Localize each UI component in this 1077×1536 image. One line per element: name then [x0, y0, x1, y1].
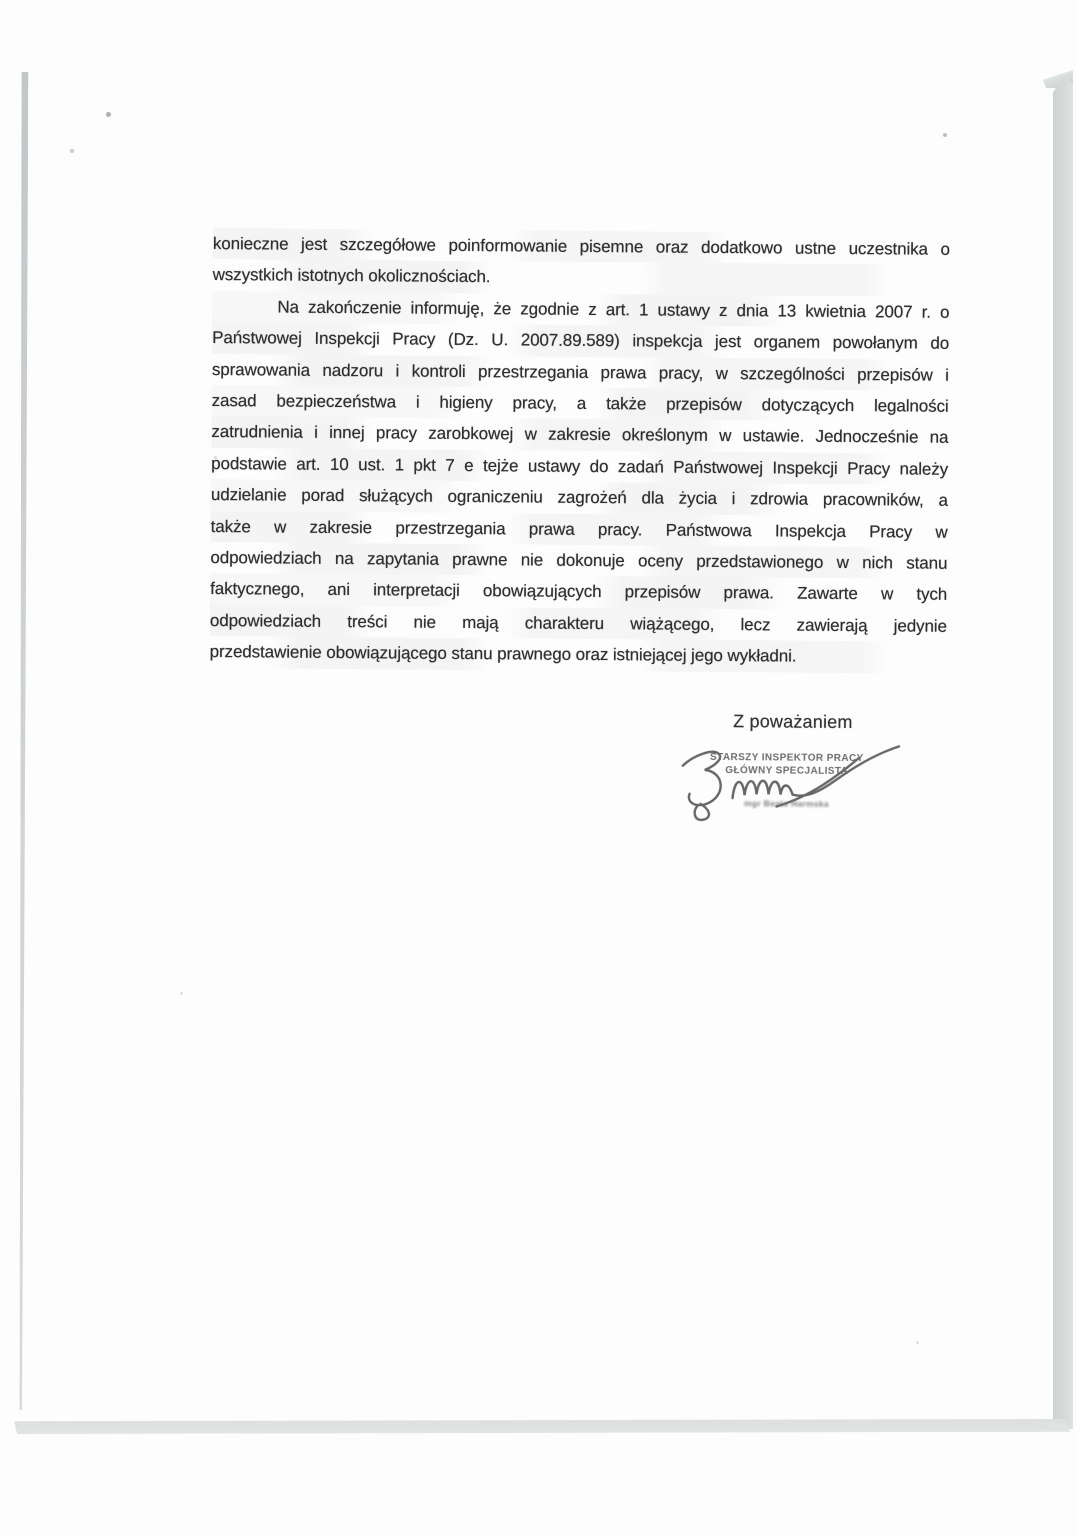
dust-speck	[70, 149, 74, 153]
scan-edge-left	[18, 72, 29, 1410]
text-line: udzielanie porad służących ograniczeniu zagrożeń dla życia i zdrowia pracowników, a	[211, 479, 948, 516]
text-line: faktycznego, ani interpretacji obowiązujących przepisów prawa. Zawarte w tych	[210, 573, 947, 610]
stamp-title-line2: GŁÓWNY SPECJALISTA	[725, 765, 849, 778]
scan-edge-right-corner	[1043, 70, 1073, 88]
text-line: Państwowej Inspekcji Pracy (Dz. U. 2007.89.589) inspekcja jest organem powołanym do	[212, 322, 949, 359]
dust-speck	[180, 992, 183, 995]
stamp-title-line1: STARSZY INSPEKTOR PRACY	[709, 751, 864, 765]
stamp-name-line: mgr Beata Harmska	[743, 798, 830, 809]
text-line: wszystkich istotnych okolicznościach.	[213, 259, 950, 296]
dust-speck	[943, 133, 947, 137]
text-line: odpowiedziach na zapytania prawne nie dokonuje oceny przedstawionego w nich stanu	[210, 542, 947, 579]
scan-edge-bottom	[14, 1419, 1070, 1434]
stamp-block	[686, 751, 886, 810]
dust-speck	[916, 1341, 919, 1344]
scan-edge-right	[1053, 76, 1073, 1429]
text-line: przedstawienie obowiązującego stanu prawnego oraz istniejącej jego wykładni.	[210, 636, 947, 673]
letter-body	[209, 228, 950, 809]
dust-speck	[106, 112, 111, 117]
text-line: konieczne jest szczegółowe poinformowanie pisemne oraz dodatkowo ustne uczestnika o	[213, 228, 950, 265]
paragraph-lines	[210, 228, 950, 673]
text-line: podstawie art. 10 ust. 1 pkt 7 e tejże ustawy do zadań Państwowej Inspekcji Pracy należy	[211, 448, 948, 485]
text-line: także w zakresie przestrzegania prawa pracy. Państwowa Inspekcja Pracy w	[211, 511, 948, 548]
text-line: sprawowania nadzoru i kontroli przestrzegania prawa pracy, w szczególności przepisów i	[212, 354, 949, 391]
text-line: Na zakończenie informuję, że zgodnie z art. 1 ustawy z dnia 13 kwietnia 2007 r. o	[212, 291, 949, 328]
text-line: odpowiedziach treści nie mają charakteru wiążącego, lecz zawierają jedynie	[210, 605, 947, 642]
closing-salutation: Z poważaniem	[733, 711, 853, 733]
text-line: zatrudnienia i innej pracy zarobkowej w zakresie określonym w ustawie. Jednocześnie na	[211, 416, 948, 453]
text-line: zasad bezpieczeństwa i higieny pracy, a także przepisów dotyczących legalności	[212, 385, 949, 422]
